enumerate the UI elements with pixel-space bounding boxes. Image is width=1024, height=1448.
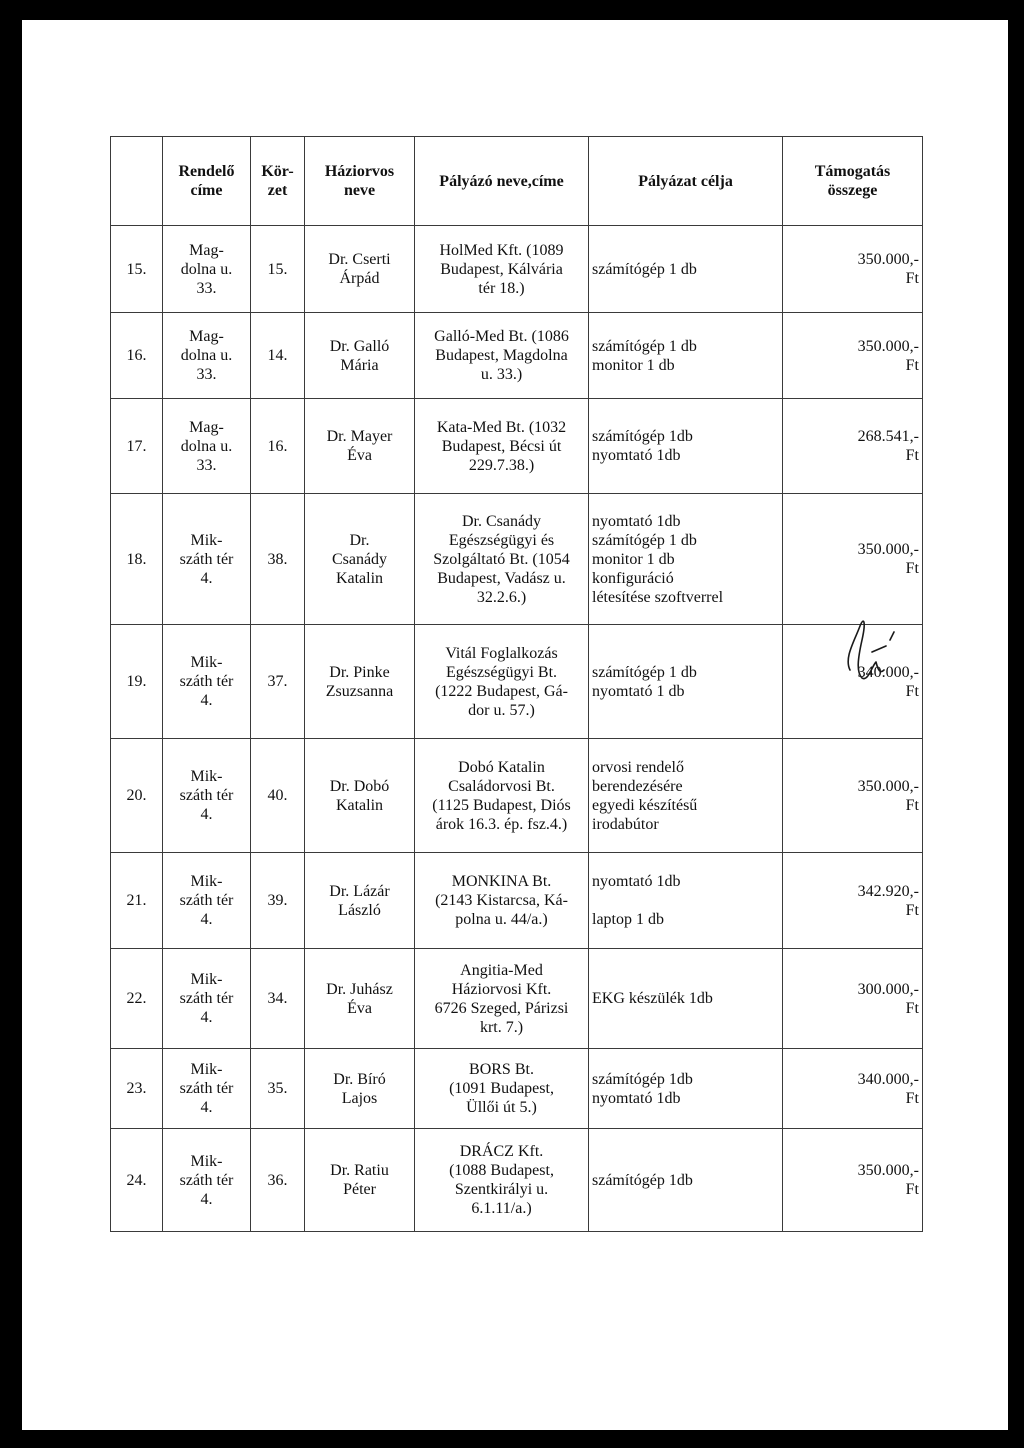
grant-amount: 268.541,- Ft <box>783 399 923 494</box>
clinic-address: Mag- dolna u. 33. <box>163 313 251 399</box>
clinic-address: Mag- dolna u. 33. <box>163 226 251 313</box>
row-number: 15. <box>111 226 163 313</box>
grant-purpose: nyomtató 1db számítógép 1 db monitor 1 db konfiguráció létesítése szoftverrel <box>589 494 783 625</box>
table-row <box>111 1129 923 1232</box>
grant-amount: 340.000,- Ft <box>783 625 923 739</box>
clinic-address: Mik- száth tér 4. <box>163 853 251 949</box>
doctor-name: Dr. Cserti Árpád <box>305 226 415 313</box>
grant-amount: 350.000,- Ft <box>783 739 923 853</box>
amount-header: Támogatás összege <box>783 137 923 226</box>
doctor-header: Háziorvos neve <box>305 137 415 226</box>
applicant-info: BORS Bt. (1091 Budapest, Üllői út 5.) <box>415 1049 589 1129</box>
applicant-info: Galló-Med Bt. (1086 Budapest, Magdolna u. 33.) <box>415 313 589 399</box>
district-number: 35. <box>251 1049 305 1129</box>
grant-purpose: számítógép 1 db nyomtató 1 db <box>589 625 783 739</box>
grant-purpose: számítógép 1db nyomtató 1db <box>589 1049 783 1129</box>
table-row <box>111 739 923 853</box>
district-number: 38. <box>251 494 305 625</box>
applicant-info: Angitia-Med Háziorvosi Kft. 6726 Szeged, Párizsi krt. 7.) <box>415 949 589 1049</box>
row-number: 24. <box>111 1129 163 1232</box>
doctor-name: Dr. Dobó Katalin <box>305 739 415 853</box>
clinic-address: Mik- száth tér 4. <box>163 949 251 1049</box>
clinic-address: Mik- száth tér 4. <box>163 494 251 625</box>
doctor-name: Dr. Lázár László <box>305 853 415 949</box>
header-row <box>111 137 923 226</box>
doctor-name: Dr. Ratiu Péter <box>305 1129 415 1232</box>
applicant-header: Pályázó neve,címe <box>415 137 589 226</box>
grant-purpose: számítógép 1db nyomtató 1db <box>589 399 783 494</box>
doctor-name: Dr. Csanády Katalin <box>305 494 415 625</box>
clinic-address: Mag- dolna u. 33. <box>163 399 251 494</box>
applicant-info: Kata-Med Bt. (1032 Budapest, Bécsi út 229.7.38.) <box>415 399 589 494</box>
district-number: 14. <box>251 313 305 399</box>
applicant-info: Dr. Csanády Egészségügyi és Szolgáltató Bt. (1054 Budapest, Vadász u. 32.2.6.) <box>415 494 589 625</box>
row-number: 22. <box>111 949 163 1049</box>
grant-purpose: számítógép 1db <box>589 1129 783 1232</box>
row-number-header <box>111 137 163 226</box>
purpose-header: Pályázat célja <box>589 137 783 226</box>
district-number: 36. <box>251 1129 305 1232</box>
grant-purpose: orvosi rendelő berendezésére egyedi készítésű irodabútor <box>589 739 783 853</box>
row-number: 16. <box>111 313 163 399</box>
grant-amount: 342.920,- Ft <box>783 853 923 949</box>
row-number: 23. <box>111 1049 163 1129</box>
grant-amount: 350.000,- Ft <box>783 1129 923 1232</box>
grant-amount: 350.000,- Ft <box>783 494 923 625</box>
district-number: 39. <box>251 853 305 949</box>
district-number: 40. <box>251 739 305 853</box>
district-number: 15. <box>251 226 305 313</box>
applicant-info: Vitál Foglalkozás Egészségügyi Bt. (1222 Budapest, Gá- dor u. 57.) <box>415 625 589 739</box>
grant-purpose: EKG készülék 1db <box>589 949 783 1049</box>
grant-amount: 350.000,- Ft <box>783 226 923 313</box>
applicant-info: HolMed Kft. (1089 Budapest, Kálvária tér 18.) <box>415 226 589 313</box>
row-number: 17. <box>111 399 163 494</box>
row-number: 20. <box>111 739 163 853</box>
doctor-name: Dr. Juhász Éva <box>305 949 415 1049</box>
clinic-address: Mik- száth tér 4. <box>163 739 251 853</box>
grant-purpose: számítógép 1 db <box>589 226 783 313</box>
applicant-info: MONKINA Bt. (2143 Kistarcsa, Ká- polna u. 44/a.) <box>415 853 589 949</box>
clinic-address: Mik- száth tér 4. <box>163 625 251 739</box>
row-number: 19. <box>111 625 163 739</box>
grant-purpose: számítógép 1 db monitor 1 db <box>589 313 783 399</box>
grant-amount: 340.000,- Ft <box>783 1049 923 1129</box>
grant-purpose: nyomtató 1db laptop 1 db <box>589 853 783 949</box>
table-row <box>111 625 923 739</box>
district-number: 16. <box>251 399 305 494</box>
doctor-name: Dr. Pinke Zsuzsanna <box>305 625 415 739</box>
doctor-name: Dr. Mayer Éva <box>305 399 415 494</box>
table-row <box>111 853 923 949</box>
district-number: 34. <box>251 949 305 1049</box>
table-row <box>111 226 923 313</box>
clinic-address: Mik- száth tér 4. <box>163 1129 251 1232</box>
handwritten-signature <box>838 612 898 692</box>
grant-table <box>110 136 923 1232</box>
district-header: Kör- zet <box>251 137 305 226</box>
table-row <box>111 494 923 625</box>
table-row <box>111 1049 923 1129</box>
district-number: 37. <box>251 625 305 739</box>
doctor-name: Dr. Galló Mária <box>305 313 415 399</box>
address-header: Rendelő címe <box>163 137 251 226</box>
clinic-address: Mik- száth tér 4. <box>163 1049 251 1129</box>
row-number: 21. <box>111 853 163 949</box>
table-row <box>111 313 923 399</box>
table-row <box>111 399 923 494</box>
applicant-info: DRÁCZ Kft. (1088 Budapest, Szentkirályi u. 6.1.11/a.) <box>415 1129 589 1232</box>
grant-amount: 350.000,- Ft <box>783 313 923 399</box>
applicant-info: Dobó Katalin Családorvosi Bt. (1125 Budapest, Diós árok 16.3. ép. fsz.4.) <box>415 739 589 853</box>
table-row <box>111 949 923 1049</box>
doctor-name: Dr. Bíró Lajos <box>305 1049 415 1129</box>
row-number: 18. <box>111 494 163 625</box>
grant-amount: 300.000,- Ft <box>783 949 923 1049</box>
